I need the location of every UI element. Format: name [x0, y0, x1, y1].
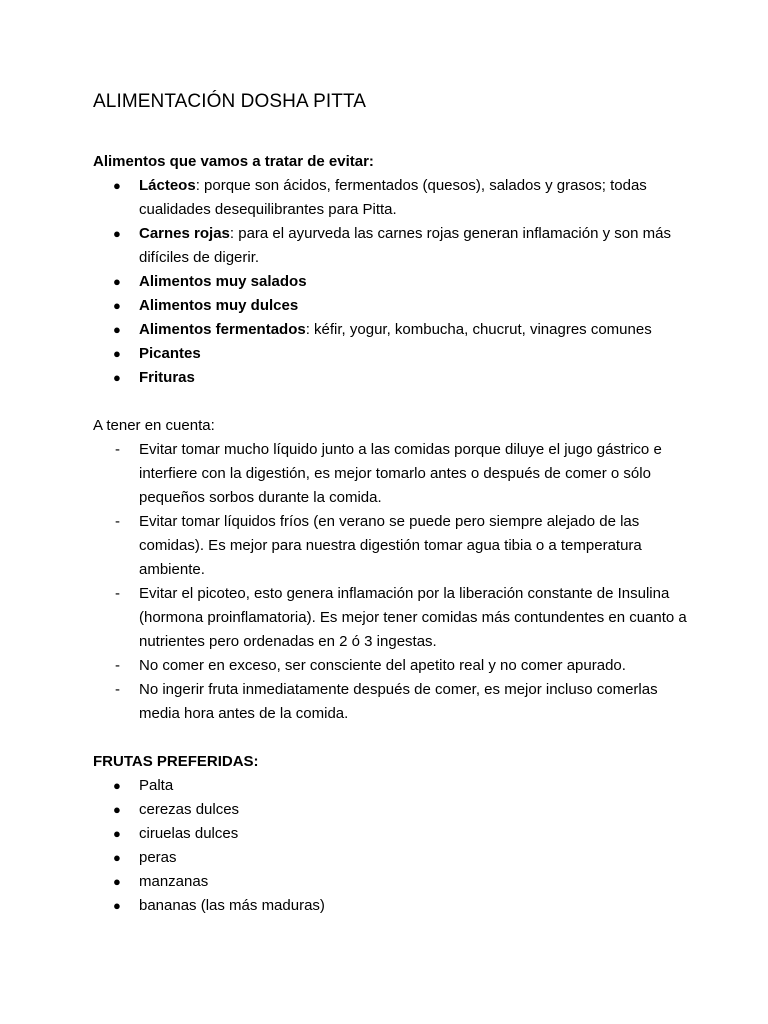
note-text: No ingerir fruta inmediatamente después de comer, es mejor incluso comerlas media hora antes de la comida. [139, 681, 658, 722]
fruits-section-heading: FRUTAS PREFERIDAS: [93, 753, 259, 770]
bullet-icon: ● [113, 850, 121, 865]
bullet-icon: ● [113, 274, 121, 289]
list-item [93, 366, 693, 390]
avoid-list [93, 174, 693, 390]
item-term: Frituras [139, 369, 195, 386]
bullet-icon: ● [113, 802, 121, 817]
bullet-icon: ● [113, 298, 121, 313]
fruit-name: bananas (las más maduras) [139, 897, 325, 914]
list-item [93, 822, 693, 846]
bullet-icon: ● [113, 226, 121, 241]
list-item [93, 318, 693, 342]
list-item [93, 438, 693, 510]
item-term: Picantes [139, 345, 201, 362]
bullet-icon: ● [113, 322, 121, 337]
list-item [93, 678, 693, 726]
note-text: Evitar tomar líquidos fríos (en verano se puede pero siempre alejado de las comidas). Es mejor para nuestra digestión tomar agua tibia o a temperatura ambiente. [139, 513, 642, 578]
item-description: : porque son ácidos, fermentados (quesos), salados y grasos; todas cualidades desequilibrantes para Pitta. [139, 177, 647, 218]
list-item [93, 510, 693, 582]
fruit-name: manzanas [139, 873, 209, 890]
dash-icon: - [115, 681, 120, 698]
list-item [93, 870, 693, 894]
item-term: Carnes rojas [139, 225, 230, 242]
list-item [93, 798, 693, 822]
list-item [93, 654, 693, 678]
bullet-icon: ● [113, 826, 121, 841]
list-item [93, 894, 693, 918]
note-text: Evitar tomar mucho líquido junto a las comidas porque diluye el jugo gástrico e interfiere con la digestión, es mejor tomarlo antes o después de comer o sólo pequeños sorbos durante la comida. [139, 441, 662, 506]
bullet-icon: ● [113, 898, 121, 913]
bullet-icon: ● [113, 346, 121, 361]
item-term: Alimentos muy salados [139, 273, 307, 290]
item-term: Alimentos fermentados [139, 321, 306, 338]
dash-icon: - [115, 441, 120, 458]
bullet-icon: ● [113, 178, 121, 193]
item-term: Alimentos muy dulces [139, 297, 299, 314]
fruit-name: ciruelas dulces [139, 825, 239, 842]
list-item [93, 222, 693, 270]
list-item [93, 846, 693, 870]
list-item [93, 582, 693, 654]
list-item [93, 342, 693, 366]
dash-icon: - [115, 657, 120, 674]
bullet-icon: ● [113, 778, 121, 793]
fruits-list [93, 774, 693, 918]
document-title: ALIMENTACIÓN DOSHA PITTA [93, 91, 367, 112]
list-item [93, 294, 693, 318]
fruit-name: cerezas dulces [139, 801, 240, 818]
item-term: Lácteos [139, 177, 196, 194]
item-description: : para el ayurveda las carnes rojas generan inflamación y son más difíciles de digerir. [139, 225, 671, 266]
note-text: Evitar el picoteo, esto genera inflamación por la liberación constante de Insulina (hormona proinflamatoria). Es mejor tener comidas más contundentes en cuanto a nutrientes pero ordenadas en 2 ó 3 ingestas. [139, 585, 687, 650]
list-item [93, 174, 693, 222]
bullet-icon: ● [113, 370, 121, 385]
note-text: No comer en exceso, ser consciente del apetito real y no comer apurado. [139, 657, 626, 674]
fruit-name: Palta [139, 777, 174, 794]
list-item [93, 774, 693, 798]
dash-icon: - [115, 585, 120, 602]
notes-section-heading: A tener en cuenta: [93, 417, 215, 434]
section-spacer [93, 390, 693, 414]
section-spacer [93, 726, 693, 750]
avoid-section-heading: Alimentos que vamos a tratar de evitar: [93, 153, 374, 170]
list-item [93, 270, 693, 294]
fruit-name: peras [139, 849, 177, 866]
notes-list [93, 438, 693, 726]
dash-icon: - [115, 513, 120, 530]
document-page [93, 88, 693, 918]
item-description: : kéfir, yogur, kombucha, chucrut, vinagres comunes [305, 321, 652, 338]
bullet-icon: ● [113, 874, 121, 889]
